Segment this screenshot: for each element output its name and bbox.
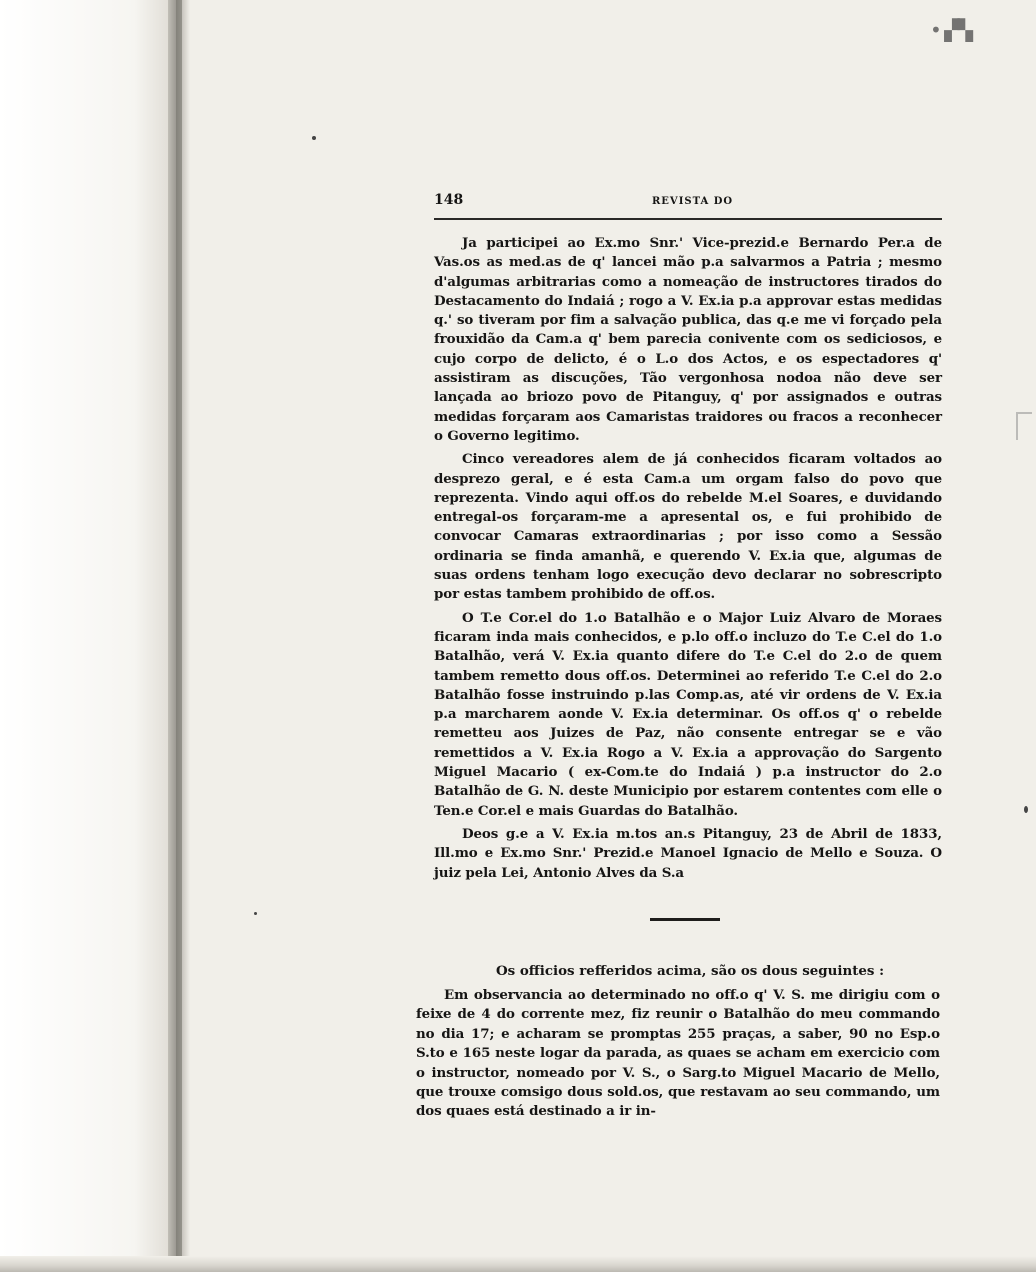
scan-gutter-streak xyxy=(176,0,182,1272)
running-head: REVISTA DO xyxy=(652,196,734,207)
scan-speck xyxy=(312,136,316,140)
section-paragraph: Em observancia ao determinado no off.o q' V. S. me dirigiu com o feixe de 4 do corrente mez, fiz reunir o Batalhão do meu commando no dia 17; e acharam se promptas 255 praças, a saber, 90 no Esp.o S.to e 165 neste logar da parada, as quaes se acham em exercicio com o instructor, nomeado por V. S., o Sarg.to Miguel Macario de Mello, que trouxe comsigo dous sold.os, que restavam ao seu commando, um dos quaes está destinado a ir in- xyxy=(416,987,940,1120)
section-heading: Os officios refferidos acima, são os dous seguintes : xyxy=(496,963,885,979)
paragraph-3: O T.e Cor.el do 1.o Batalhão e o Major Luiz Alvaro de Moraes ficaram inda mais conhecidos, e p.lo off.o incluzo do T.e C.el do 1.o Batalhão, verá V. Ex.ia quanto difere do T.e C.el do 2.o de quem tambem remetto dous off.os. Determinei ao referido T.e C.el do 2.o Batalhão fosse instruindo p.las Comp.as, até vir ordens de V. Ex.ia p.a marcharem aonde V. Ex.ia determinar. Os off.os q' o rebelde remetteu aos Juizes de Paz, não consente entregar se e vão remettidos a V. Ex.ia Rogo a V. Ex.ia a approvação do Sargento Miguel Macario ( ex-Com.te do Indaiá ) p.a instructor do 2.o Batalhão de G. N. deste Municipio por estarem contentes com elle o Ten.e Cor.el e mais Guardas do Batalhão. xyxy=(434,609,942,819)
second-section xyxy=(416,962,940,1122)
paragraph-1: Ja participei ao Ex.mo Snr.' Vice-prezid.e Bernardo Per.a de Vas.os as med.as de q' lancei mão p.a salvarmos a Patria ; mesmo d'algumas arbitrarias como a nomeação de instructores tirados do Destacamento do Indaiá ; rogo a V. Ex.ia p.a approvar estas medidas q.' so tiveram por fim a salvação publica, das q.e me vi forçado pela frouxidão da Cam.a q' bem parecia conivente com os sediciosos, e cujo corpo de delicto, é o L.o dos Actos, e os espectadores q' assistiram as discuções, Tão vergonhosa nodoa não deve ser lançada ao briozo povo de Pitanguy, q' por assignados e outras medidas forçaram aos Camaristas traidores ou fracos a reconhecer o Governo legitimo. xyxy=(434,235,942,444)
section-divider xyxy=(650,918,720,921)
page-number: 148 xyxy=(434,192,464,208)
scan-speck xyxy=(254,912,257,915)
letter-body xyxy=(434,234,942,883)
paragraph-4-closing: Deos g.e a V. Ex.ia m.tos an.s Pitanguy, 23 de Abril de 1833, Ill.mo e Ex.mo Snr.' Prezid.e Manoel Ignacio de Mello e Souza. O juiz pela Lei, Antonio Alves da S.a xyxy=(434,825,942,881)
scan-smudge-right xyxy=(1016,412,1032,440)
header-rule xyxy=(434,218,942,220)
paragraph-2: Cinco vereadores alem de já conhecidos ficaram voltados ao desprezo geral, e é esta Cam.a um orgam falso do povo que reprezenta. Vindo aqui off.os do rebelde M.el Soares, e duvidando entregal-os forçaram-me a apresental os, e fui prohibido de convocar Camaras extraordinarias ; por isso como a Sessão ordinaria se finda amanhã, e querendo V. Ex.ia que, algumas de suas ordens tenham logo execução devo declarar no sobrescripto por estas tambem prohibido de off.os. xyxy=(434,451,942,603)
scan-bottom-edge xyxy=(0,1256,1036,1272)
scan-smudge-top: • ▞▚ xyxy=(930,18,971,42)
scan-speck xyxy=(1024,806,1028,813)
scan-page-fold xyxy=(0,0,168,1272)
page-header xyxy=(434,192,942,214)
